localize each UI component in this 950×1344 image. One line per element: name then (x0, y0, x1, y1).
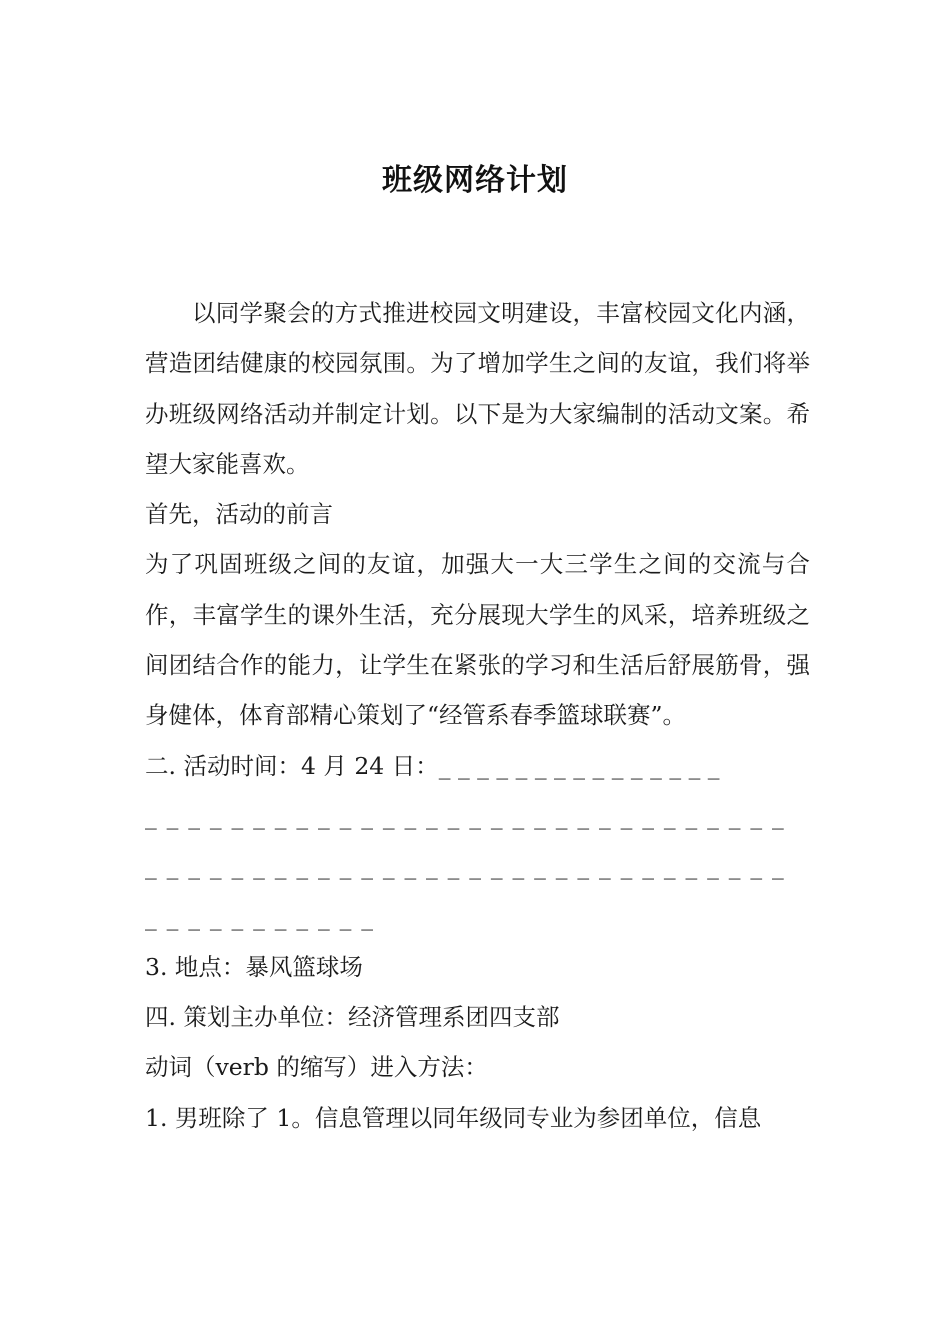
location-line: 3. 地点：暴风篮球场 (145, 952, 363, 981)
section1-paragraph: 为了巩固班级之间的友谊，加强大一大三学生之间的交流与合作，丰富学生的课外生活，充分展现大学生的风采，培养班级之间团结合作的能力，让学生在紧张的学习和生活后舒展筋骨，强身健体，体育部精心策划了“经管系春季篮球联赛”。 (145, 550, 810, 730)
section1-heading: 首先，活动的前言 (145, 500, 333, 529)
activity-time-line (145, 741, 810, 791)
activity-time-blank-2: _ _ _ _ _ _ _ _ _ _ _ _ _ _ _ _ _ _ _ _ _ _ _ _ _ _ _ _ _ _ (145, 801, 785, 830)
activity-time-label: 二. 活动时间：4 月 24 日： (145, 751, 439, 780)
document-body (145, 288, 810, 1143)
activity-time-blank-3: _ _ _ _ _ _ _ _ _ _ _ _ _ _ _ _ _ _ _ _ _ _ _ _ _ _ _ _ _ _ (145, 852, 785, 881)
method-heading: 动词（verb 的缩写）进入方法： (145, 1053, 488, 1082)
activity-time-blank-1: _ _ _ _ _ _ _ _ _ _ _ _ _ _ _ (438, 751, 720, 780)
organizer-line: 四. 策划主办单位：经济管理系团四支部 (145, 1003, 560, 1032)
activity-time-blank-4: _ _ _ _ _ _ _ _ _ _ _ (145, 902, 375, 931)
document-title: 班级网络计划 (382, 163, 568, 198)
method-item-1: 1. 男班除了 1。信息管理以同年级同专业为参团单位，信息 (145, 1103, 762, 1132)
intro-paragraph: 以同学聚会的方式推进校园文明建设，丰富校园文化内涵，营造团结健康的校园氛围。为了增加学生之间的友谊，我们将举办班级网络活动并制定计划。以下是为大家编制的活动文案。希望大家能喜欢。 (145, 299, 810, 478)
